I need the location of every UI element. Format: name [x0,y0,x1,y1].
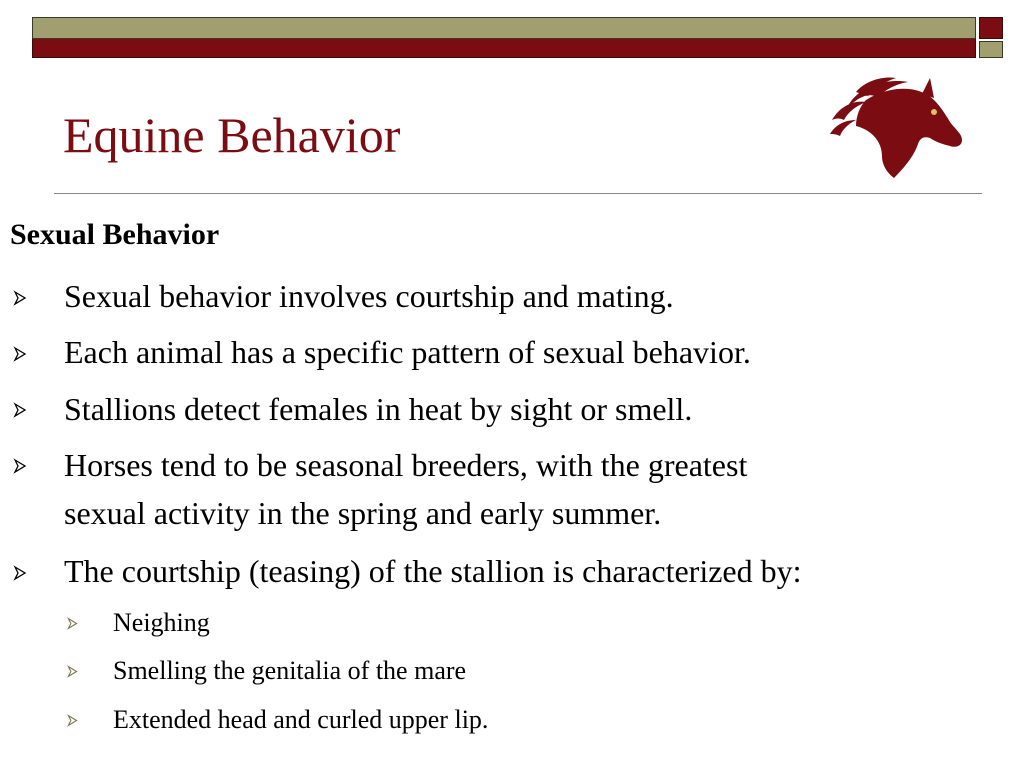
header-square-red [979,17,1003,39]
arrow-bullet-icon [12,346,28,362]
bullet-item-continuation: sexual activity in the spring and early summer. [64,495,662,531]
arrow-bullet-icon [66,714,79,727]
slide-title: Equine Behavior [63,107,401,163]
bullet-item: The courtship (teasing) of the stallion is characterized by: [64,553,802,589]
bullet-item: Each animal has a specific pattern of sexual behavior. [64,334,751,370]
header-square-olive [979,41,1003,58]
bullet-item: Sexual behavior involves courtship and mating. [64,278,674,314]
arrow-bullet-icon [66,665,79,678]
header-bar-red [32,39,976,58]
header-bar-olive [32,17,976,39]
arrow-bullet-icon [12,290,28,306]
arrow-bullet-icon [12,402,28,418]
arrow-bullet-icon [12,458,28,474]
arrow-bullet-icon [66,617,79,630]
bullet-item: Stallions detect females in heat by sight or smell. [64,391,693,427]
horse-head-icon [826,72,966,182]
sub-bullet-item: Neighing [113,608,210,637]
sub-bullet-item: Smelling the genitalia of the mare [113,656,467,685]
section-heading: Sexual Behavior [10,218,220,251]
sub-bullet-item: Extended head and curled upper lip. [113,705,489,734]
arrow-bullet-icon [12,565,28,581]
bullet-item: Horses tend to be seasonal breeders, with the greatest [64,447,748,483]
title-divider [54,193,982,194]
